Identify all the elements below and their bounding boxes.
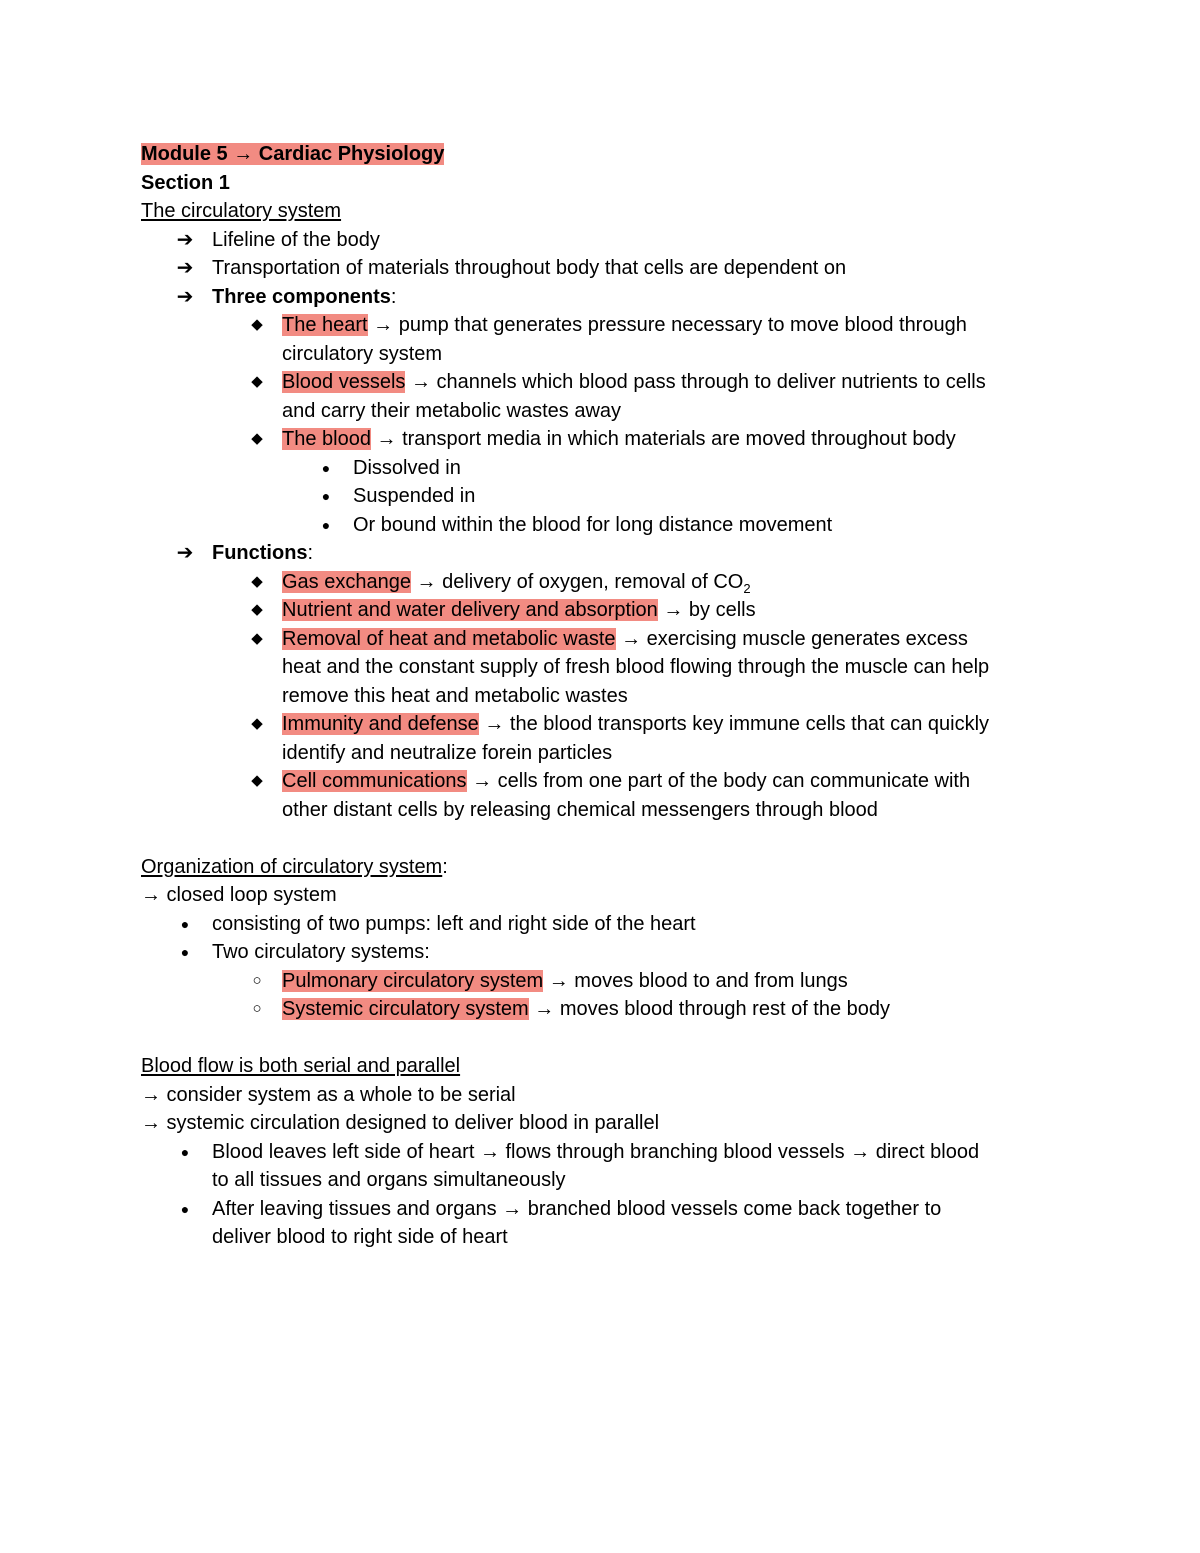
highlighted-term: Cell communications [282,770,467,792]
term-description: → moves blood to and from lungs [543,969,848,992]
list-item-text: Dissolved in [353,456,461,479]
list-item [141,539,1061,568]
list-item [141,625,1061,654]
paragraph-line [141,1081,1061,1110]
list-item [141,254,1061,283]
ring-bullet-icon: ○ [252,971,262,989]
organization-heading: Organization of circulatory system [141,855,443,878]
arrow-bullet-icon: ➔ [176,257,194,279]
diamond-bullet-icon: ◆ [251,629,263,647]
list-item [141,454,1061,483]
colon: : [390,285,397,308]
paragraph-text: → consider system as a whole to be serial [141,1083,516,1106]
continuation-text: remove this heat and metabolic wastes [282,684,628,707]
list-item [141,482,1061,511]
arrow-bullet-icon: ➔ [176,542,194,564]
section-line [141,169,1061,198]
list-item-continuation [141,653,1061,682]
continuation-text: deliver blood to right side of heart [212,1226,508,1248]
paragraph-gap [141,824,1061,853]
dot-bullet-icon: ● [321,488,331,504]
term-description: → exercising muscle generates excess [615,627,968,650]
components-label: Three components [212,285,391,308]
term-description: → delivery of oxygen, removal of CO [410,570,744,593]
list-item-continuation [141,1223,1061,1252]
arrow-bullet-icon: ➔ [176,228,194,251]
list-item-text: Suspended in [353,485,476,507]
list-item [141,283,1061,312]
blood-flow-heading: Blood flow is both serial and parallel [141,1055,461,1077]
list-item-continuation [141,397,1061,426]
continuation-text: and carry their metabolic wastes away [282,399,622,422]
list-item [141,938,1061,967]
list-item [141,568,1061,597]
circulatory-heading: The circulatory system [141,200,342,222]
list-item-continuation [141,739,1061,768]
paragraph-line [141,881,1061,910]
list-item [141,1138,1061,1167]
list-item [141,910,1061,939]
paragraph-text: → closed loop system [141,884,337,906]
diamond-bullet-icon: ◆ [251,601,263,618]
list-item-text: Lifeline of the body [212,228,380,251]
list-item [141,995,1061,1024]
list-item [141,767,1061,796]
list-item-text: Two circulatory systems: [212,941,430,963]
highlighted-term: Gas exchange [282,570,411,593]
list-item-text: After leaving tissues and organs → branched blood vessels come back together to [212,1197,942,1220]
dot-bullet-icon: ● [321,459,331,476]
term-description: → channels which blood pass through to deliver nutrients to cells [405,371,986,393]
highlighted-term: The heart [282,314,368,336]
continuation-text: other distant cells by releasing chemical messengers through blood [282,798,878,821]
list-item [141,710,1061,739]
ring-bullet-icon: ○ [252,1000,262,1017]
list-item [141,1195,1061,1224]
list-item-text: Or bound within the blood for long distance movement [353,513,833,536]
list-item [141,368,1061,397]
list-item [141,226,1061,255]
term-description: → transport media in which materials are moved throughout body [370,428,956,450]
module-title-line [141,140,1061,169]
list-item [141,311,1061,340]
list-item-continuation [141,682,1061,711]
arrow-bullet-icon: ➔ [176,285,194,308]
dot-bullet-icon: ● [180,944,190,960]
paragraph-gap [141,1024,1061,1053]
highlighted-term: Nutrient and water delivery and absorption [282,599,658,621]
diamond-bullet-icon: ◆ [251,316,263,333]
colon: : [442,855,448,878]
continuation-text: to all tissues and organs simultaneously [212,1169,566,1191]
paragraph-line [141,1109,1061,1138]
diamond-bullet-icon: ◆ [251,430,263,447]
highlighted-term: Blood vessels [282,371,406,393]
term-description: → by cells [657,599,756,621]
subscript: 2 [743,580,751,596]
continuation-text: heat and the constant supply of fresh blood flowing through the muscle can help [282,656,990,678]
document-body [141,140,1061,1252]
list-item [141,596,1061,625]
dot-bullet-icon: ● [321,516,331,533]
list-item-text: consisting of two pumps: left and right side of the heart [212,912,696,935]
highlighted-term: The blood [282,428,371,450]
section-label: Section 1 [141,171,230,194]
term-description: → cells from one part of the body can communicate with [466,770,971,792]
list-item [141,511,1061,540]
highlighted-term: Systemic circulatory system [282,998,529,1020]
blood-flow-heading-line [141,1052,1061,1081]
term-description: → pump that generates pressure necessary to move blood through [367,314,967,336]
highlighted-term: Immunity and defense [282,713,479,735]
dot-bullet-icon: ● [180,915,190,932]
highlighted-term: Removal of heat and metabolic waste [282,627,616,650]
diamond-bullet-icon: ◆ [251,715,263,732]
paragraph-text: → systemic circulation designed to deliver blood in parallel [141,1112,660,1134]
diamond-bullet-icon: ◆ [251,373,263,390]
circulatory-heading-line [141,197,1061,226]
continuation-text: identify and neutralize forein particles [282,741,613,764]
list-item-continuation [141,796,1061,825]
list-item [141,425,1061,454]
list-item-text: Transportation of materials throughout body that cells are dependent on [212,257,847,279]
term-description: → the blood transports key immune cells that can quickly [478,713,990,735]
continuation-text: circulatory system [282,342,443,365]
term-description: → moves blood through rest of the body [528,998,891,1020]
list-item [141,967,1061,996]
organization-heading-line [141,853,1061,882]
functions-label: Functions [212,542,308,564]
module-title: Module 5 → Cardiac Physiology [141,143,445,165]
diamond-bullet-icon: ◆ [251,772,263,789]
dot-bullet-icon: ● [180,1200,190,1217]
list-item-continuation [141,340,1061,369]
colon: : [307,542,314,564]
highlighted-term: Pulmonary circulatory system [282,969,544,992]
list-item-continuation [141,1166,1061,1195]
dot-bullet-icon: ● [180,1143,190,1160]
list-item-text: Blood leaves left side of heart → flows through branching blood vessels → direct blood [212,1140,980,1163]
diamond-bullet-icon: ◆ [251,572,263,590]
